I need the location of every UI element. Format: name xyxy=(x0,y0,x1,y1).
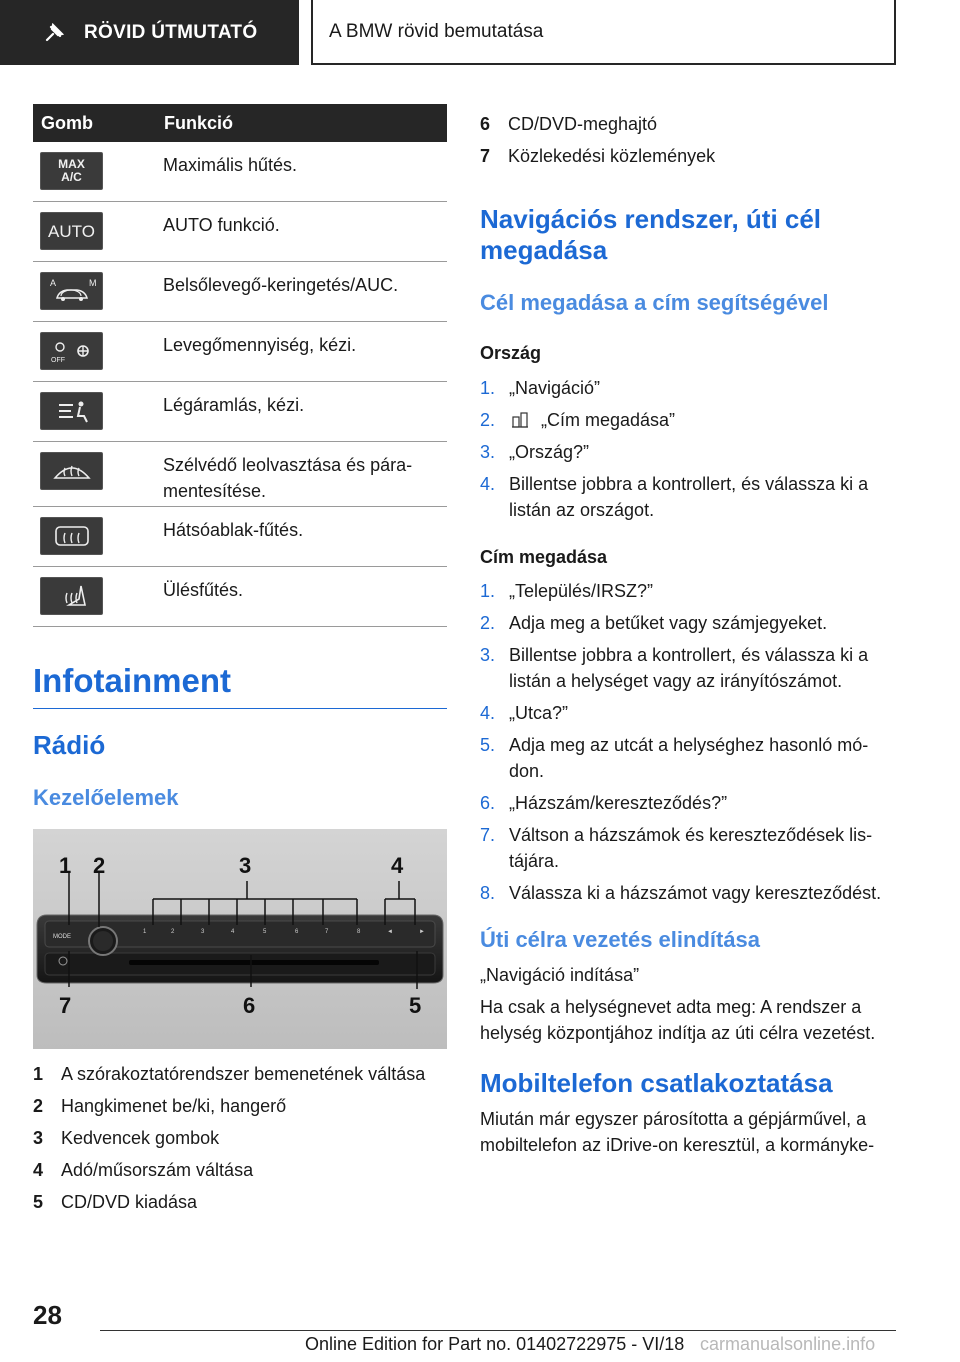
callout-number: 7 xyxy=(59,993,72,1018)
guidance-start-paragraph: Ha csak a helységnevet adta meg: A rendszer a helység központjához indítja az úti célra vezetést. xyxy=(480,997,876,1043)
windshield-defrost-icon xyxy=(40,452,103,490)
phone-paragraph: Miután már egyszer párosította a gépjárművel, a mobiltelefon az iDrive-on keresztül, a kormányke- xyxy=(480,1109,875,1155)
seat-heat-icon xyxy=(40,577,103,615)
table-row xyxy=(33,202,447,262)
header-chapter-box xyxy=(311,0,896,65)
preset-label: 8 xyxy=(357,929,361,935)
function-text: Belsőlevegő-keringetés/AUC. xyxy=(163,275,399,295)
header-section-tab xyxy=(0,0,299,65)
step-item: 1. „Navigáció” xyxy=(480,378,601,398)
step-item: 2. „Cím megadása” xyxy=(480,410,676,430)
col-header-function: Funkció xyxy=(164,112,234,133)
step-item: 3. „Ország?” xyxy=(480,442,590,462)
function-text: Levegőmennyiség, kézi. xyxy=(163,335,357,355)
step-item: 6. „Házszám/kereszteződés?” xyxy=(480,793,728,813)
list-item: 2 Hangkimenet be/ki, hangerő xyxy=(33,1095,287,1116)
country-label: Ország xyxy=(480,343,542,363)
function-text: Ülésfűtés. xyxy=(163,580,244,600)
fan-icon xyxy=(40,332,103,370)
preset-label: 6 xyxy=(295,929,299,935)
function-text: Szélvédő leolvasztása és pára- mentesítése. xyxy=(163,455,413,501)
step-item: 4. Billentse jobbra a kontrollert, és válassza ki a listán az országot. xyxy=(480,474,869,520)
rear-window-heat-icon xyxy=(40,517,103,555)
svg-text:OFF: OFF xyxy=(50,357,65,364)
max-ac-icon: MAX A/C xyxy=(40,152,103,190)
preset-label: 2 xyxy=(171,929,175,935)
svg-text:►: ► xyxy=(419,929,425,935)
callout-number: 6 xyxy=(243,993,256,1018)
table-row xyxy=(33,567,447,627)
preset-label: 1 xyxy=(143,929,147,935)
controls-subheading: Kezelőelemek xyxy=(33,785,179,810)
list-item: 3 Kedvencek gombok xyxy=(33,1127,220,1148)
footer-rule xyxy=(100,1330,896,1331)
callout-number: 3 xyxy=(239,853,252,878)
function-text: Légáramlás, kézi. xyxy=(163,395,305,415)
step-item: 2. Adja meg a betűket vagy számjegyeket. xyxy=(480,613,828,633)
callout-number: 2 xyxy=(93,853,106,878)
list-item: 1 A szórakoztatórendszer bemenetének váltása xyxy=(33,1063,426,1084)
table-header xyxy=(33,104,447,142)
table-row xyxy=(33,507,447,567)
list-item: 5 CD/DVD kiadása xyxy=(33,1191,198,1212)
preset-label: 5 xyxy=(263,929,267,935)
airflow-icon xyxy=(40,392,103,430)
step-item: 1. „Település/IRSZ?” xyxy=(480,581,654,601)
auto-icon: AUTO xyxy=(40,212,103,250)
footer-edition: Online Edition for Part no. 01402722975 - VI/18 xyxy=(305,1334,685,1354)
navigation-heading: Navigációs rendszer, úti cél megadása xyxy=(480,204,822,265)
callout-number: 5 xyxy=(409,993,422,1018)
infotainment-heading: Infotainment xyxy=(33,662,447,709)
svg-text:A: A xyxy=(49,278,56,288)
header-chapter-label: A BMW rövid bemutatása xyxy=(329,20,544,42)
country-steps xyxy=(480,375,900,529)
step-item: 5. Adja meg az utcát a helységhez hasonló mó-don. xyxy=(480,735,869,781)
guidance-start-subheading: Úti célra vezetés elindítása xyxy=(480,927,761,952)
watermark: carmanualsonline.info xyxy=(700,1334,876,1354)
table-row xyxy=(33,382,447,442)
radio-control-panel-image xyxy=(33,829,447,1049)
pushpin-icon xyxy=(44,23,64,43)
radio-controls-list xyxy=(33,1058,425,1218)
svg-text:◄: ◄ xyxy=(387,929,393,935)
function-text: AUTO funkció. xyxy=(163,215,280,235)
svg-text:M: M xyxy=(88,278,96,288)
phone-heading: Mobiltelefon csatlakoztatása xyxy=(480,1068,833,1098)
callout-number: 4 xyxy=(391,853,404,878)
climate-control-table xyxy=(33,104,447,627)
step-item: 7. Váltson a házszámok és kereszteződések lis-tájára. xyxy=(480,825,873,871)
preset-label: 3 xyxy=(201,929,205,935)
step-item: 3. Billentse jobbra a kontrollert, és válassza ki a listán a helységet vagy az irányítószámot. xyxy=(480,645,869,691)
col-header-button: Gomb xyxy=(41,112,93,133)
radio-heading: Rádió xyxy=(33,730,106,760)
table-row xyxy=(33,262,447,322)
page-number: 28 xyxy=(33,1300,62,1330)
mode-button-label: MODE xyxy=(53,934,71,940)
table-row xyxy=(33,322,447,382)
list-item: 7 Közlekedési közlemények xyxy=(480,145,716,166)
header-section-label: RÖVID ÚTMUTATÓ xyxy=(84,21,258,43)
preset-label: 7 xyxy=(325,929,329,935)
callout-number: 1 xyxy=(59,853,72,878)
recirculation-icon xyxy=(40,272,103,310)
table-row xyxy=(33,442,447,507)
address-input-icon xyxy=(509,409,531,431)
preset-label: 4 xyxy=(231,929,235,935)
table-row xyxy=(33,142,447,202)
address-steps xyxy=(480,578,900,912)
function-text: Maximális hűtés. xyxy=(163,155,298,175)
address-label: Cím megadása xyxy=(480,547,608,567)
list-item: 6 CD/DVD-meghajtó xyxy=(480,113,658,134)
guidance-start-step: „Navigáció indítása” xyxy=(480,965,640,985)
radio-controls-list-cont xyxy=(480,108,715,172)
function-text: Hátsóablak-fűtés. xyxy=(163,520,304,540)
list-item: 4 Adó/műsorszám váltása xyxy=(33,1159,254,1180)
step-item: 8. Válassza ki a házszámot vagy kereszteződést. xyxy=(480,883,882,903)
address-subheading: Cél megadása a cím segítségével xyxy=(480,290,829,315)
step-item: 4. „Utca?” xyxy=(480,703,569,723)
